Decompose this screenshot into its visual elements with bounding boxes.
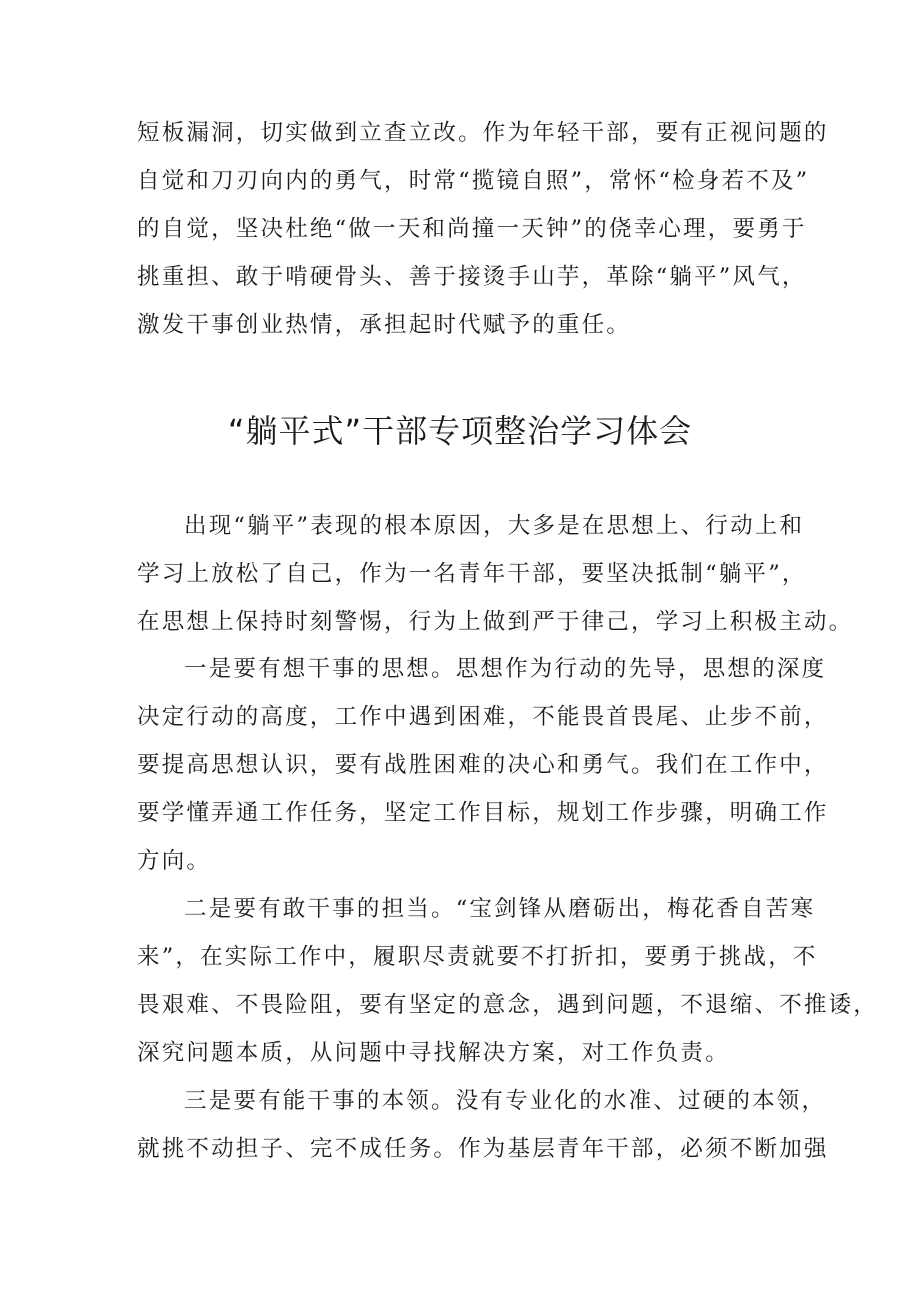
body-text-line: 的自觉，坚决杜绝“做一天和尚撞一天钟”的侥幸心理，要勇于: [137, 216, 807, 242]
paragraph-line: 要学懂弄通工作任务，坚定工作目标，规划工作步骤，明确工作: [137, 800, 829, 826]
paragraph-line: 来”，在实际工作中，履职尽责就要不打折扣，要勇于挑战，不: [137, 944, 818, 970]
paragraph-line: 深究问题本质，从问题中寻找解决方案，对工作负责。: [137, 1040, 730, 1066]
body-text-line: 自觉和刀刃向内的勇气，时常“揽镜自照”，常怀“检身若不及”: [137, 168, 810, 194]
paragraph-line: 要提高思想认识，要有战胜困难的决心和勇气。我们在工作中，: [137, 752, 829, 778]
paragraph-line: 三是要有能干事的本领。没有专业化的水准、过硬的本领，: [184, 1088, 827, 1114]
paragraph-line: 畏艰难、不畏险阻，要有坚定的意念，遇到问题，不退缩、不推诿，: [137, 992, 879, 1018]
paragraph-line: 出现“躺平”表现的根本原因，大多是在思想上、行动上和: [184, 513, 805, 539]
paragraph-line: 方向。: [137, 848, 212, 874]
paragraph-line: 决定行动的高度，工作中遇到困难，不能畏首畏尾、止步不前，: [137, 704, 829, 730]
body-text-line: 激发干事创业热情，承担起时代赋予的重任。: [137, 312, 632, 338]
paragraph-line: 学习上放松了自己，作为一名青年干部，要坚决抵制“躺平”，: [137, 561, 807, 587]
body-text-line: 挑重担、敢于啃硬骨头、善于接烫手山芋，革除“躺平”风气，: [137, 264, 807, 290]
paragraph-line: 二是要有敢干事的担当。“宝剑锋从磨砺出，梅花香自苦寒: [184, 896, 816, 922]
paragraph-line: 一是要有想干事的思想。思想作为行动的先导，思想的深度: [184, 656, 827, 682]
paragraph-line: 就挑不动担子、完不成任务。作为基层青年干部，必须不断加强: [137, 1136, 829, 1162]
paragraph-line: 在思想上保持时刻警惕，行为上做到严于律己，学习上积极主动。: [137, 609, 854, 635]
document-title: “躺平式”干部专项整治学习体会: [227, 412, 693, 450]
body-text-line: 短板漏洞，切实做到立查立改。作为年轻干部，要有正视问题的: [137, 120, 829, 146]
